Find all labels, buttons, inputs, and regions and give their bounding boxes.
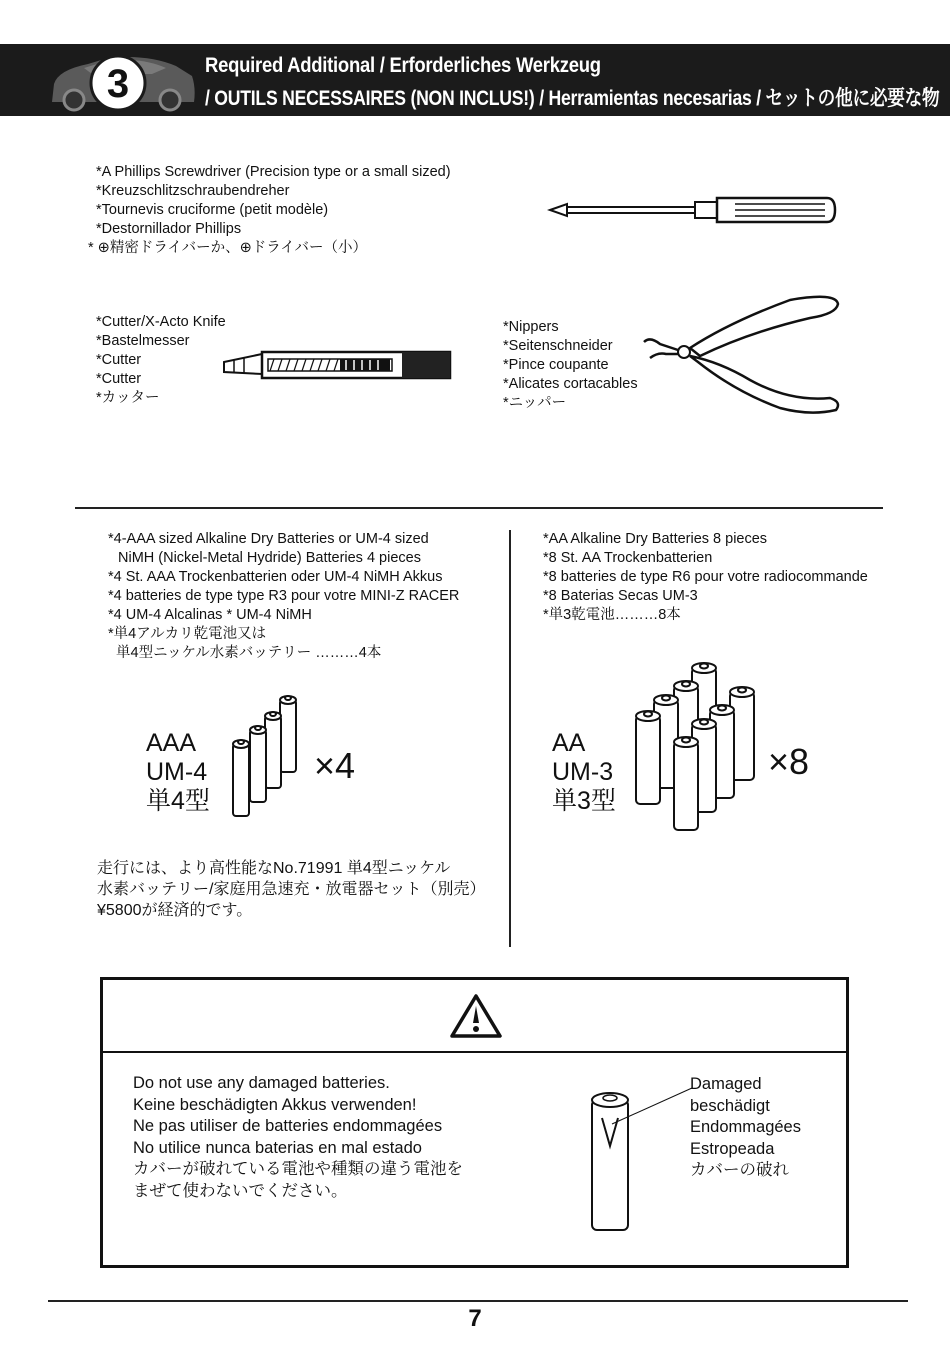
aaa-batteries-text — [108, 530, 459, 663]
screwdriver-line: *Tournevis cruciforme (petit modèle) — [96, 202, 329, 218]
aaa-label-line: UM-4 — [146, 758, 208, 786]
aa-line: *8 Baterias Secas UM-3 — [543, 588, 698, 604]
warning-line: Do not use any damaged batteries. — [133, 1074, 390, 1092]
screwdriver-line: *Kreuzschlitzschraubendreher — [96, 183, 290, 199]
aa-battery-icon — [632, 660, 758, 836]
aaa-label-line: AAA — [146, 729, 197, 757]
warning-line: Keine beschädigten Akkus verwenden! — [133, 1095, 417, 1114]
section-divider — [75, 507, 883, 509]
aaa-line: NiMH (Nickel-Metal Hydride) Batteries 4 pieces — [118, 550, 421, 566]
screwdriver-line: * ⊕精密ドライバーか、⊕ドライバー（小） — [88, 240, 368, 256]
car-step-badge-icon — [48, 50, 198, 112]
aa-quantity: ×8 — [768, 741, 810, 782]
cutter-line: *Cutter/X-Acto Knife — [96, 314, 226, 330]
cutter-line: *Cutter — [96, 371, 142, 387]
aa-batteries-text — [543, 530, 868, 625]
cutter-text — [96, 313, 226, 408]
header-title-line2: / OUTILS NECESSAIRES (NON INCLUS!) / Herramientas necesarias / セットの他に必要な物 — [205, 87, 940, 110]
note-line: 水素バッテリー/家庭用急速充・放電器セット（別売） — [97, 881, 486, 898]
nippers-line: *Nippers — [503, 319, 559, 335]
warning-line: Ne pas utiliser de batteries endommagées — [133, 1117, 443, 1135]
note-line: ¥5800が経済的です。 — [97, 902, 253, 919]
aaa-line: *4 St. AAA Trockenbatterien oder UM-4 NiMH Akkus — [108, 569, 443, 585]
aa-label-line: 単3型 — [552, 787, 616, 815]
screwdriver-line: *Destornillador Phillips — [96, 221, 242, 237]
aaa-recommend-note — [97, 858, 485, 921]
damaged-line: Damaged — [690, 1075, 762, 1093]
nippers-line: *ニッパー — [503, 395, 567, 411]
aaa-battery-icon — [228, 692, 304, 818]
cutter-line: *Cutter — [96, 352, 142, 368]
page-number: 7 — [468, 1305, 482, 1332]
screwdriver-line: *A Phillips Screwdriver (Precision type or a small sized) — [96, 164, 451, 180]
nippers-line: *Pince coupante — [503, 357, 609, 373]
aaa-label-line: 単4型 — [146, 787, 210, 815]
nippers-line: *Alicates cortacables — [503, 376, 638, 392]
warning-triangle-icon — [449, 992, 503, 1040]
header-title-line1: Required Additional / Erforderliches Werkzeug — [205, 54, 601, 77]
warning-line: まぜて使わないでください。 — [133, 1181, 348, 1200]
note-line: 走行には、より高性能なNo.71991 単4型ニッケル — [97, 860, 451, 877]
nippers-text — [503, 318, 638, 413]
step-number: 3 — [106, 62, 130, 106]
aa-label-line: AA — [552, 729, 586, 757]
aa-size-label — [552, 729, 616, 816]
aaa-line: *4 batteries de type type R3 pour votre MINI-Z RACER — [108, 588, 460, 604]
damaged-label — [690, 1074, 801, 1182]
aaa-line: *単4アルカリ乾電池又は — [108, 626, 267, 642]
aaa-size-label — [146, 729, 210, 816]
cutter-line: *カッター — [96, 390, 160, 406]
aa-line: *8 batteries de type R6 pour votre radiocommande — [543, 569, 868, 585]
warning-text — [133, 1073, 463, 1202]
screwdriver-text — [88, 163, 451, 258]
warning-line: No utilice nunca baterias en mal estado — [133, 1138, 422, 1157]
damaged-battery-icon — [588, 1084, 694, 1234]
nippers-icon — [640, 292, 845, 417]
damaged-line: Endommagées — [690, 1118, 801, 1136]
aaa-line: *4-AAA sized Alkaline Dry Batteries or UM-4 sized — [108, 531, 429, 547]
aa-line: *AA Alkaline Dry Batteries 8 pieces — [543, 531, 768, 547]
warning-line: カバーが破れている電池や種類の違う電池を — [133, 1160, 463, 1178]
nippers-line: *Seitenschneider — [503, 338, 613, 354]
aa-label-line: UM-3 — [552, 758, 614, 786]
warning-header — [103, 980, 846, 1053]
phillips-screwdriver-icon — [545, 190, 840, 230]
aaa-line: 単4型ニッケル水素バッテリー ………4本 — [116, 645, 382, 661]
aaa-quantity: ×4 — [314, 745, 356, 786]
cutter-line: *Bastelmesser — [96, 333, 190, 349]
aa-line: *単3乾電池………8本 — [543, 607, 681, 623]
aa-line: *8 St. AA Trockenbatterien — [543, 550, 713, 566]
aaa-line: *4 UM-4 Alcalinas * UM-4 NiMH — [108, 607, 312, 623]
footer-rule — [48, 1300, 908, 1302]
damaged-line: Estropeada — [690, 1139, 775, 1158]
cutter-knife-icon — [222, 348, 454, 382]
damaged-line: カバーの破れ — [690, 1161, 789, 1179]
column-divider — [509, 530, 511, 947]
damaged-line: beschädigt — [690, 1096, 770, 1115]
